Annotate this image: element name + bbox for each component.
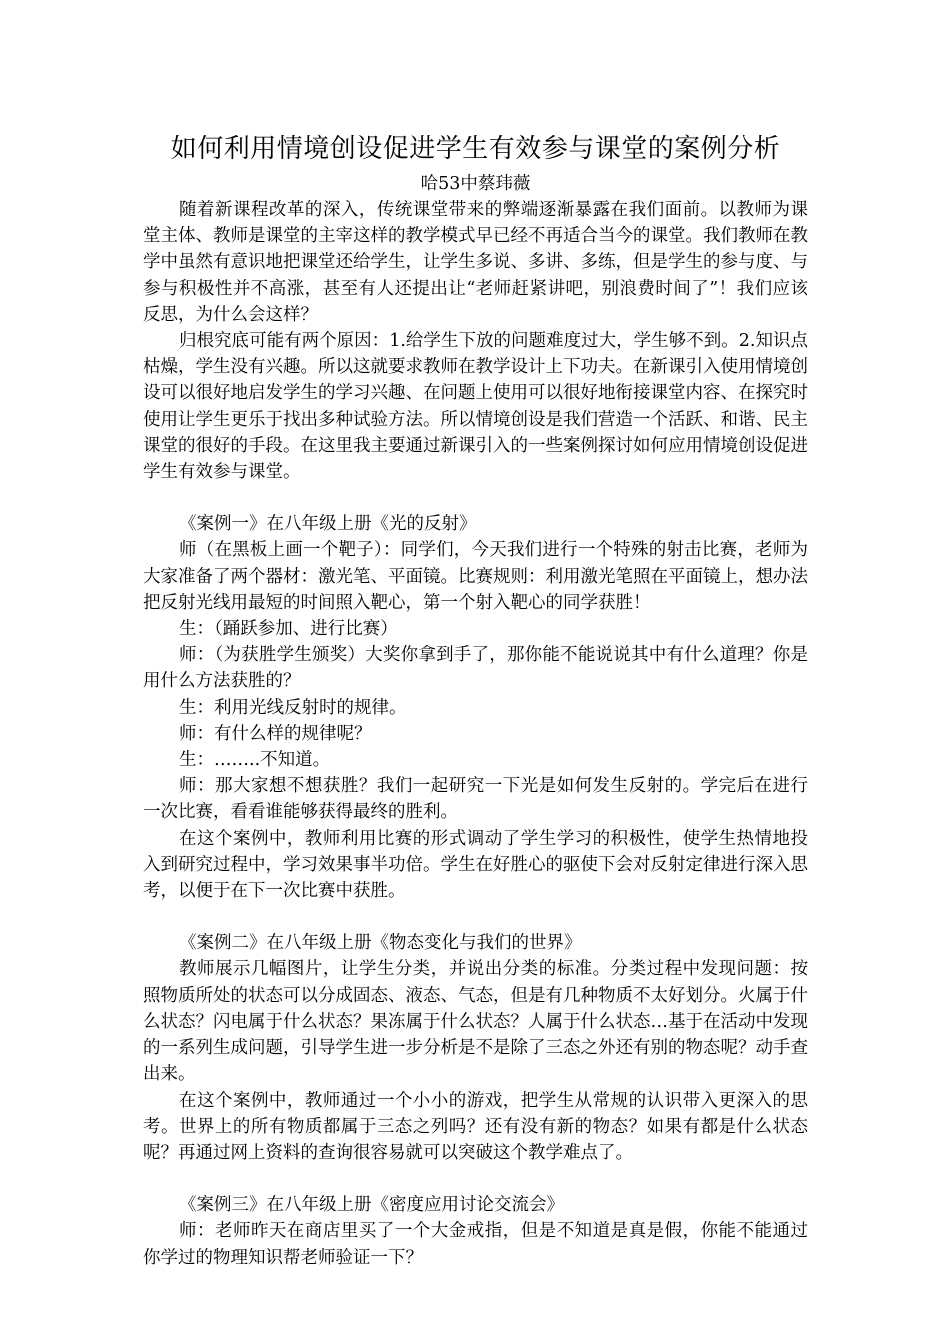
case1-heading: 《案例一》在八年级上册《光的反射》: [179, 514, 477, 535]
case1-line: 师（在黑板上画一个靶子）：同学们，今天我们进行一个特殊的射击比赛，老师为大家准备了两个器材：激光笔、平面镜。比赛规则：利用激光笔照在平面镜上，想办法把反射光线用最短的时间照入靶心，第一个射入靶心的同学获胜！: [143, 540, 808, 613]
section-spacer: [143, 1166, 808, 1192]
case1-line: 生：（踊跃参加、进行比赛）: [179, 619, 398, 640]
case1-line: 师：有什么样的规律呢？: [179, 723, 372, 744]
case1-line: 师：（为获胜学生颁奖）大奖你拿到手了，那你能不能说说其中有什么道理？你是用什么方法获胜的？: [143, 645, 808, 692]
intro-paragraph: 随着新课程改革的深入，传统课堂带来的弊端逐渐暴露在我们面前。以教师为课堂主体、教师是课堂的主宰这样的教学模式早已经不再适合当今的课堂。我们教师在教学中虽然有意识地把课堂还给学生，让学生多说、多讲、多练，但是学生的参与度、与参与积极性并不高涨，甚至有人还提出让“老师赶紧讲吧，别浪费时间了”！我们应该反思，为什么会这样？: [143, 200, 808, 325]
case2-heading: 《案例二》在八年级上册《物态变化与我们的世界》: [179, 933, 582, 954]
case2-line: 教师展示几幅图片，让学生分类，并说出分类的标准。分类过程中发现问题：按照物质所处的状态可以分成固态、液态、气态，但是有几种物质不太好划分。火属于什么状态？闪电属于什么状态？果冻属于什么状态？人属于什么状态…基于在活动中发现的一系列生成问题，引导学生进一步分析是不是除了三态之外还有别的物态呢？动手查出来。: [143, 959, 808, 1085]
document-title: 如何利用情境创设促进学生有效参与课堂的案例分析: [170, 134, 781, 164]
reason-paragraph: 归根究底可能有两个原因：1.给学生下放的问题难度过大，学生够不到。2.知识点枯燥，学生没有兴趣。所以这就要求教师在教学设计上下功夫。在新课引入使用情境创设可以很好地启发学生的学习兴趣、在问题上使用可以很好地衔接课堂内容、在探究时使用让学生更乐于找出多种试验方法。所以情境创设是我们营造一个活跃、和谐、民主课堂的很好的手段。在这里我主要通过新课引入的一些案例探讨如何应用情境创设促进学生有效参与课堂。: [143, 331, 808, 483]
case1-line: 生：……..不知道。: [179, 750, 331, 771]
section-spacer: [143, 904, 808, 930]
case3-line: 师：老师昨天在商店里买了一个大金戒指，但是不知道是真是假，你能不能通过你学过的物理知识帮老师验证一下？: [143, 1221, 808, 1268]
case2-analysis: 在这个案例中，教师通过一个小小的游戏，把学生从常规的认识带入更深入的思考。世界上的所有物质都属于三态之列吗？还有没有新的物态？如果有都是什么状态呢？再通过网上资料的查询很容易就可以突破这个教学难点了。: [143, 1090, 808, 1163]
section-spacer: [143, 485, 808, 511]
author-line: 哈53中蔡玮薇: [420, 174, 531, 194]
case1-line: 生：利用光线反射时的规律。: [179, 697, 407, 718]
case1-analysis: 在这个案例中，教师利用比赛的形式调动了学生学习的积极性，使学生热情地投入到研究过程中，学习效果事半功倍。学生在好胜心的驱使下会对反射定律进行深入思考，以便于在下一次比赛中获胜。: [143, 828, 808, 902]
document-page: [143, 131, 808, 1271]
case1-line: 师：那大家想不想获胜？我们一起研究一下光是如何发生反射的。学完后在进行一次比赛，看看谁能够获得最终的胜利。: [143, 776, 808, 823]
case3-heading: 《案例三》在八年级上册《密度应用讨论交流会》: [179, 1195, 564, 1216]
